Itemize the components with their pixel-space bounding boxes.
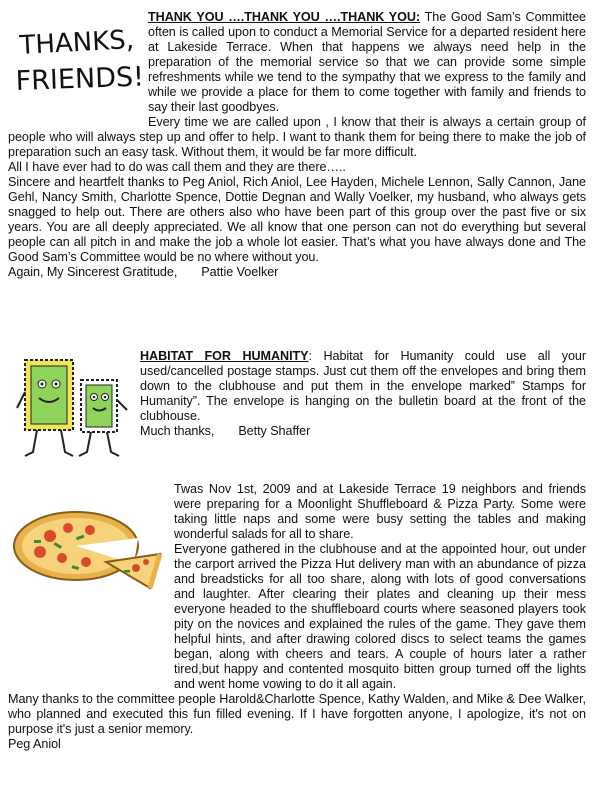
thank-you-signoff <box>8 265 586 280</box>
thank-you-intro: THANK YOU ….THANK YOU ….THANK YOU: The Good Sam’s Committee often is called upon to conduct a Memorial Service for a departed resident here at Lakeside Terrace. When that happens we always need help in the preparation of the memorial service so that we can provide some simple refreshments while we tend to the sympathy that we express to the family and while we provide a place for them to come together with family and friends to say their last goodbyes. <box>148 10 586 114</box>
pizza-paragraph-1: Twas Nov 1st, 2009 and at Lakeside Terrace 19 neighbors and friends were preparing for a Moonlight Shuffleboard & Pizza Party. Some were taking little naps and some were busy setting the tables and making wonderful salads for all to share. <box>174 482 586 541</box>
thank-you-heading: THANK YOU ….THANK YOU ….THANK YOU: <box>148 10 421 24</box>
pizza-illustration <box>10 492 162 592</box>
stamp-character-right <box>79 380 127 456</box>
logo-line-1: THANKS, <box>18 25 135 61</box>
logo-line-2: FRIENDS! <box>15 61 144 97</box>
pizza-paragraph-3: Many thanks to the committee people Harold&Charlotte Spence, Kathy Walden, and Mike & Dee Walker, who planned and executed this fun filled evening. If I have forgotten anyone, I apologize, it's not on purpose it's just a senior memory. <box>8 692 586 736</box>
thank-you-paragraph-2: Every time we are called upon , I know that their is always a certain group of people who will always step up and offer to help. I want to thank them for being there to make the job of preparation such an easy task. Without them, it would be far more difficult. <box>8 115 586 159</box>
pizza-paragraph-2: Everyone gathered in the clubhouse and at the appointed hour, out under the carport arrived the Pizza Hut delivery man with an abundance of pizza and breadsticks for all too share, along with lots of good conversations and laughter. After clearing their plates and cleaning up their mess everyone headed to the shuffleboard courts where seasoned players took pity on the novices and explained the rules of the game. They gave them helpful hints, and after drawing colored discs to select teams the games began, along with cheers and tears. A couple of hours later a rather tired,but happy and contented mosquito bitten group turned off the lights and went home vowing to do it all again. <box>174 542 586 691</box>
stamp-characters-illustration <box>15 352 130 464</box>
habitat-closing: Much thanks, <box>140 424 215 438</box>
habitat-paragraph: HABITAT FOR HUMANITY: Habitat for Humanity could use all your used/cancelled postage stamps. Just cut them off the envelopes and bring them down to the clubhouse and put them in the envelope marked” Stamps for Humanity”. The envelope is hanging on the bulletin board at the front of the clubhouse. <box>140 349 587 423</box>
thank-you-paragraph-4: Sincere and heartfelt thanks to Peg Aniol, Rich Aniol, Lee Hayden, Michele Lennon, Sally Cannon, Jane Gehl, Nancy Smith, Charlotte Spence, Dottie Degnan and Wally Voelker, my husband, who always gets snagged to help out. There are others also who have been part of this group over the past five or six years. You are all deeply appreciated. We all know that one person can not do everything but several people can all pitch in and make the job a whole lot easier. That’s what you have always done and The Good Sam’s Committee would be no where without you. <box>8 175 586 264</box>
stamp-character-left <box>17 360 73 456</box>
habitat-signoff <box>140 424 586 439</box>
thank-you-paragraph-3: All I have ever had to do was call them and they are there….. <box>8 160 346 174</box>
thank-you-closing: Again, My Sincerest Gratitude, <box>8 265 178 279</box>
habitat-signature: Betty Shaffer <box>238 424 311 438</box>
thanks-friends-logo <box>14 22 144 102</box>
habitat-heading: HABITAT FOR HUMANITY <box>140 349 309 363</box>
pizza-signature: Peg Aniol <box>8 737 61 751</box>
thank-you-signature: Pattie Voelker <box>201 265 279 279</box>
